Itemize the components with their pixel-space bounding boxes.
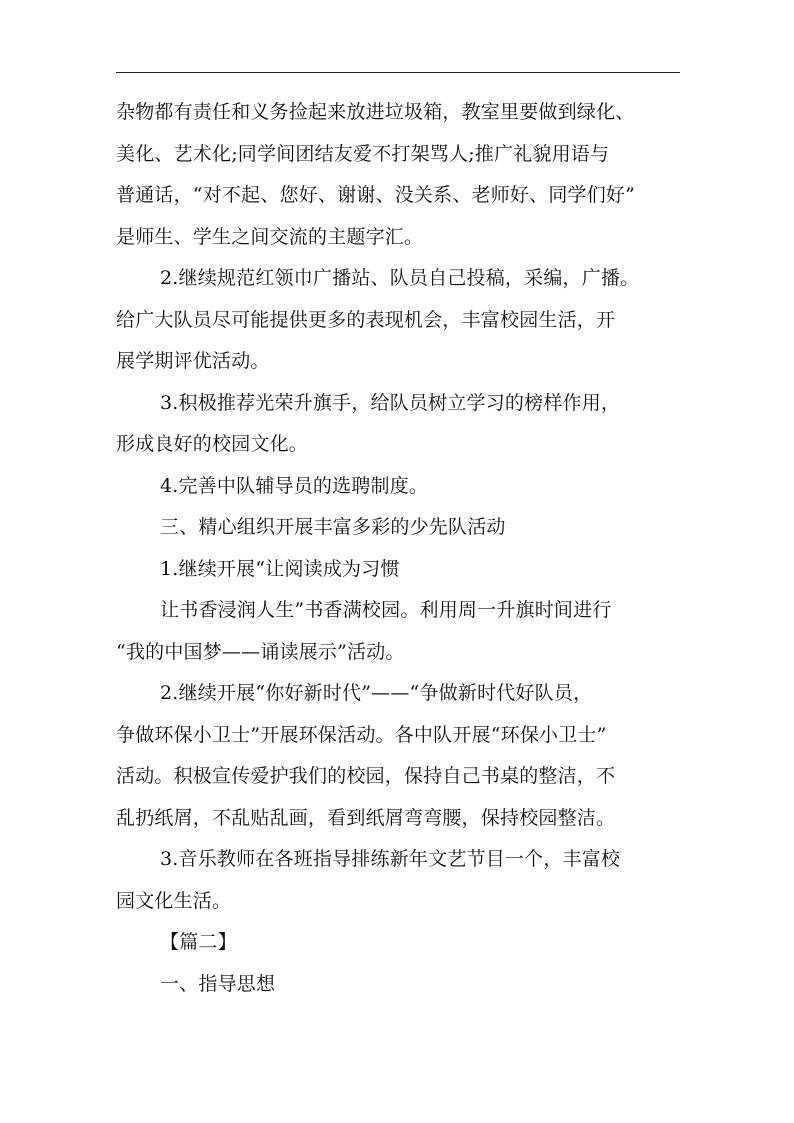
- body-line: 2.继续开展“你好新时代”——“争做新时代好队员，: [160, 682, 593, 704]
- body-line: 1.继续开展“让阅读成为习惯: [160, 557, 400, 580]
- body-line: 让书香浸润人生”书香满校园。利用周一升旗时间进行: [160, 599, 612, 621]
- body-line: 展学期评优活动。: [116, 350, 270, 372]
- section-heading: 三、精心组织开展丰富多彩的少先队活动: [160, 516, 506, 538]
- body-line: 乱扔纸屑，不乱贴乱画，看到纸屑弯弯腰，保持校园整洁。: [116, 806, 616, 829]
- body-line: 给广大队员尽可能提供更多的表现机会，丰富校园生活，开: [116, 308, 616, 331]
- body-line: 园文化生活。: [116, 889, 232, 912]
- body-line: “我的中国梦——诵读展示”活动。: [116, 640, 405, 663]
- body-line: 美化、艺术化;同学间团结友爱不打架骂人;推广礼貌用语与: [116, 142, 610, 165]
- part-heading: 【篇二】: [160, 931, 237, 953]
- body-line: 3.积极推荐光荣升旗手，给队员树立学习的榜样作用，: [160, 391, 621, 414]
- body-line: 形成良好的校园文化。: [116, 433, 309, 455]
- header-rule: [116, 72, 680, 73]
- body-line: 普通话，“对不起、您好、谢谢、没关系、老师好、同学们好”: [116, 184, 636, 206]
- body-line: 杂物都有责任和义务捡起来放进垃圾箱，教室里要做到绿化、: [116, 101, 635, 123]
- body-line: 争做环保小卫士”开展环保活动。各中队开展“环保小卫士”: [116, 723, 607, 746]
- body-line: 是师生、学生之间交流的主题字汇。: [116, 225, 424, 248]
- section-heading: 一、指导思想: [160, 972, 276, 995]
- body-line: 活动。积极宣传爱护我们的校园，保持自己书桌的整洁，不: [116, 765, 616, 787]
- body-line: 4.完善中队辅导员的选聘制度。: [160, 474, 429, 497]
- document-body: [116, 92, 680, 1005]
- body-line: 3.音乐教师在各班指导排练新年文艺节目一个，丰富校: [160, 848, 621, 870]
- body-line: 2.继续规范红领巾广播站、队员自己投稿，采编，广播。: [160, 267, 640, 289]
